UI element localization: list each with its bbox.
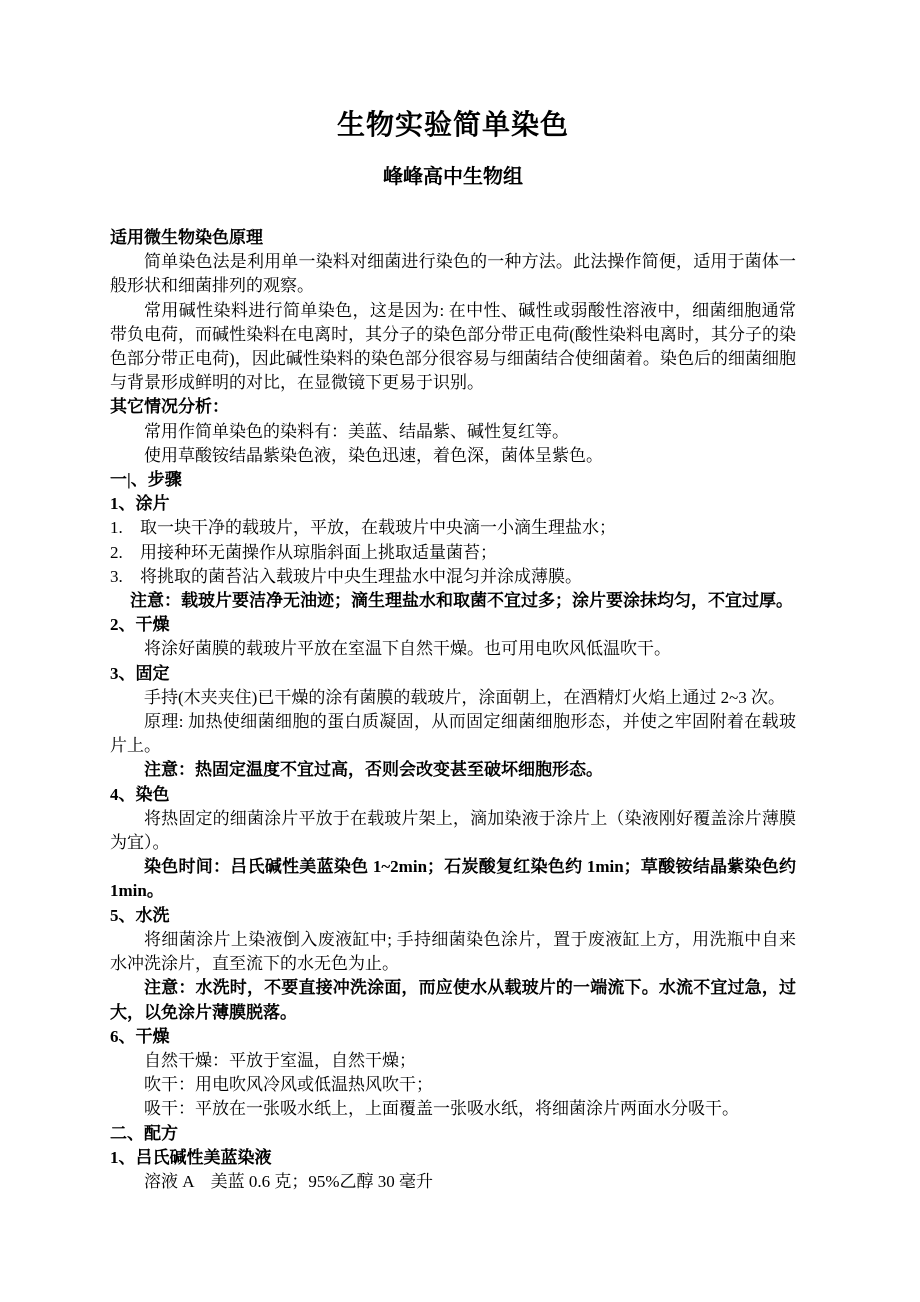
step-fix-heading: 3、固定 bbox=[110, 663, 170, 683]
step-stain-paragraph: 将热固定的细菌涂片平放于在载玻片架上，滴加染液于涂片上（染液刚好覆盖涂片薄膜为宜）。 bbox=[110, 808, 796, 853]
other-analysis-paragraph-2: 使用草酸铵结晶紫染色液，染色迅速，着色深，菌体呈紫色。 bbox=[144, 445, 603, 465]
steps-heading: 一|、步骤 bbox=[110, 470, 182, 490]
document-body bbox=[110, 226, 796, 1194]
list-item-text: 取一块干净的载玻片，平放，在载玻片中央滴一小滴生理盐水； bbox=[140, 518, 616, 538]
other-analysis-paragraph-1: 常用作简单染色的染料有：美蓝、结晶紫、碱性复红等。 bbox=[144, 421, 569, 441]
list-item-number: 1. bbox=[110, 518, 123, 538]
list-item-number: 3. bbox=[110, 566, 123, 586]
step-dry-heading: 2、干燥 bbox=[110, 615, 170, 635]
principle-paragraph-2: 常用碱性染料进行简单染色，这是因为: 在中性、碱性或弱酸性溶液中，细菌细胞通常带负电荷，而碱性染料在电离时，其分子的染色部分带正电荷(酸性染料电离时，其分子的染色部分带正电荷)，因此碱性染料的染色部分很容易与细菌结合使细菌着。染色后的细菌细胞与背景形成鲜明的对比，在显微镜下更易于识别。 bbox=[110, 300, 796, 393]
step-fix-note: 注意：热固定温度不宜过高，否则会改变甚至破坏细胞形态。 bbox=[144, 760, 603, 780]
document-subtitle: 峰峰高中生物组 bbox=[383, 166, 523, 188]
document-title: 生物实验简单染色 bbox=[336, 110, 569, 141]
step-dry2-paragraph-2: 吹干：用电吹风冷风或低温热风吹干； bbox=[144, 1075, 433, 1095]
step-fix-paragraph-1: 手持(木夹夹住)已干燥的涂有菌膜的载玻片，涂面朝上，在酒精灯火焰上通过 2~3 次。 bbox=[144, 687, 786, 707]
recipe-heading: 二、配方 bbox=[110, 1123, 178, 1143]
smear-list-item-1 bbox=[110, 516, 796, 540]
smear-list-item-2 bbox=[110, 541, 796, 565]
list-item-text: 用接种环无菌操作从琼脂斜面上挑取适量菌苔； bbox=[140, 542, 497, 562]
step-stain-heading: 4、染色 bbox=[110, 784, 170, 804]
smear-list-item-3 bbox=[110, 565, 796, 589]
step-dry2-paragraph-3: 吸干：平放在一张吸水纸上，上面覆盖一张吸水纸，将细菌涂片两面水分吸干。 bbox=[144, 1099, 739, 1119]
step-dry2-paragraph-1: 自然干燥：平放于室温，自然干燥； bbox=[144, 1050, 416, 1070]
step-wash-heading: 5、水洗 bbox=[110, 905, 170, 925]
other-analysis-heading: 其它情况分析： bbox=[110, 397, 229, 417]
step-dry2-heading: 6、干燥 bbox=[110, 1026, 170, 1046]
step-wash-paragraph: 将细菌涂片上染液倒入废液缸中; 手持细菌染色涂片，置于废液缸上方，用洗瓶中自来水冲洗涂片，直至流下的水无色为止。 bbox=[110, 929, 796, 974]
step-dry-paragraph: 将涂好菌膜的载玻片平放在室温下自然干燥。也可用电吹风低温吹干。 bbox=[144, 639, 671, 659]
recipe-item1-heading: 1、吕氏碱性美蓝染液 bbox=[110, 1147, 272, 1167]
list-item-number: 2. bbox=[110, 542, 123, 562]
step-smear-heading: 1、涂片 bbox=[110, 494, 170, 514]
smear-note: 注意：载玻片要洁净无油迹；滴生理盐水和取菌不宜过多；涂片要涂抹均匀，不宜过厚。 bbox=[130, 591, 793, 611]
step-stain-time-note: 染色时间：吕氏碱性美蓝染色 1~2min；石炭酸复红染色约 1min；草酸铵结晶紫染色约 1min。 bbox=[110, 857, 796, 901]
step-wash-note: 注意：水洗时，不要直接冲洗涂面，而应使水从载玻片的一端流下。水流不宜过急，过大，以免涂片薄膜脱落。 bbox=[110, 978, 796, 1022]
list-item-text: 将挑取的菌苔沾入载玻片中央生理盐水中混匀并涂成薄膜。 bbox=[140, 566, 582, 586]
principle-heading: 适用微生物染色原理 bbox=[110, 228, 263, 247]
principle-paragraph-1: 简单染色法是利用单一染料对细菌进行染色的一种方法。此法操作简便，适用于菌体一般形状和细菌排列的观察。 bbox=[110, 252, 796, 296]
recipe-item1-paragraph: 溶液 A 美蓝 0.6 克；95%乙醇 30 毫升 bbox=[144, 1171, 433, 1191]
step-fix-paragraph-2: 原理: 加热使细菌细胞的蛋白质凝固，从而固定细菌细胞形态，并使之牢固附着在载玻片上。 bbox=[110, 712, 796, 756]
